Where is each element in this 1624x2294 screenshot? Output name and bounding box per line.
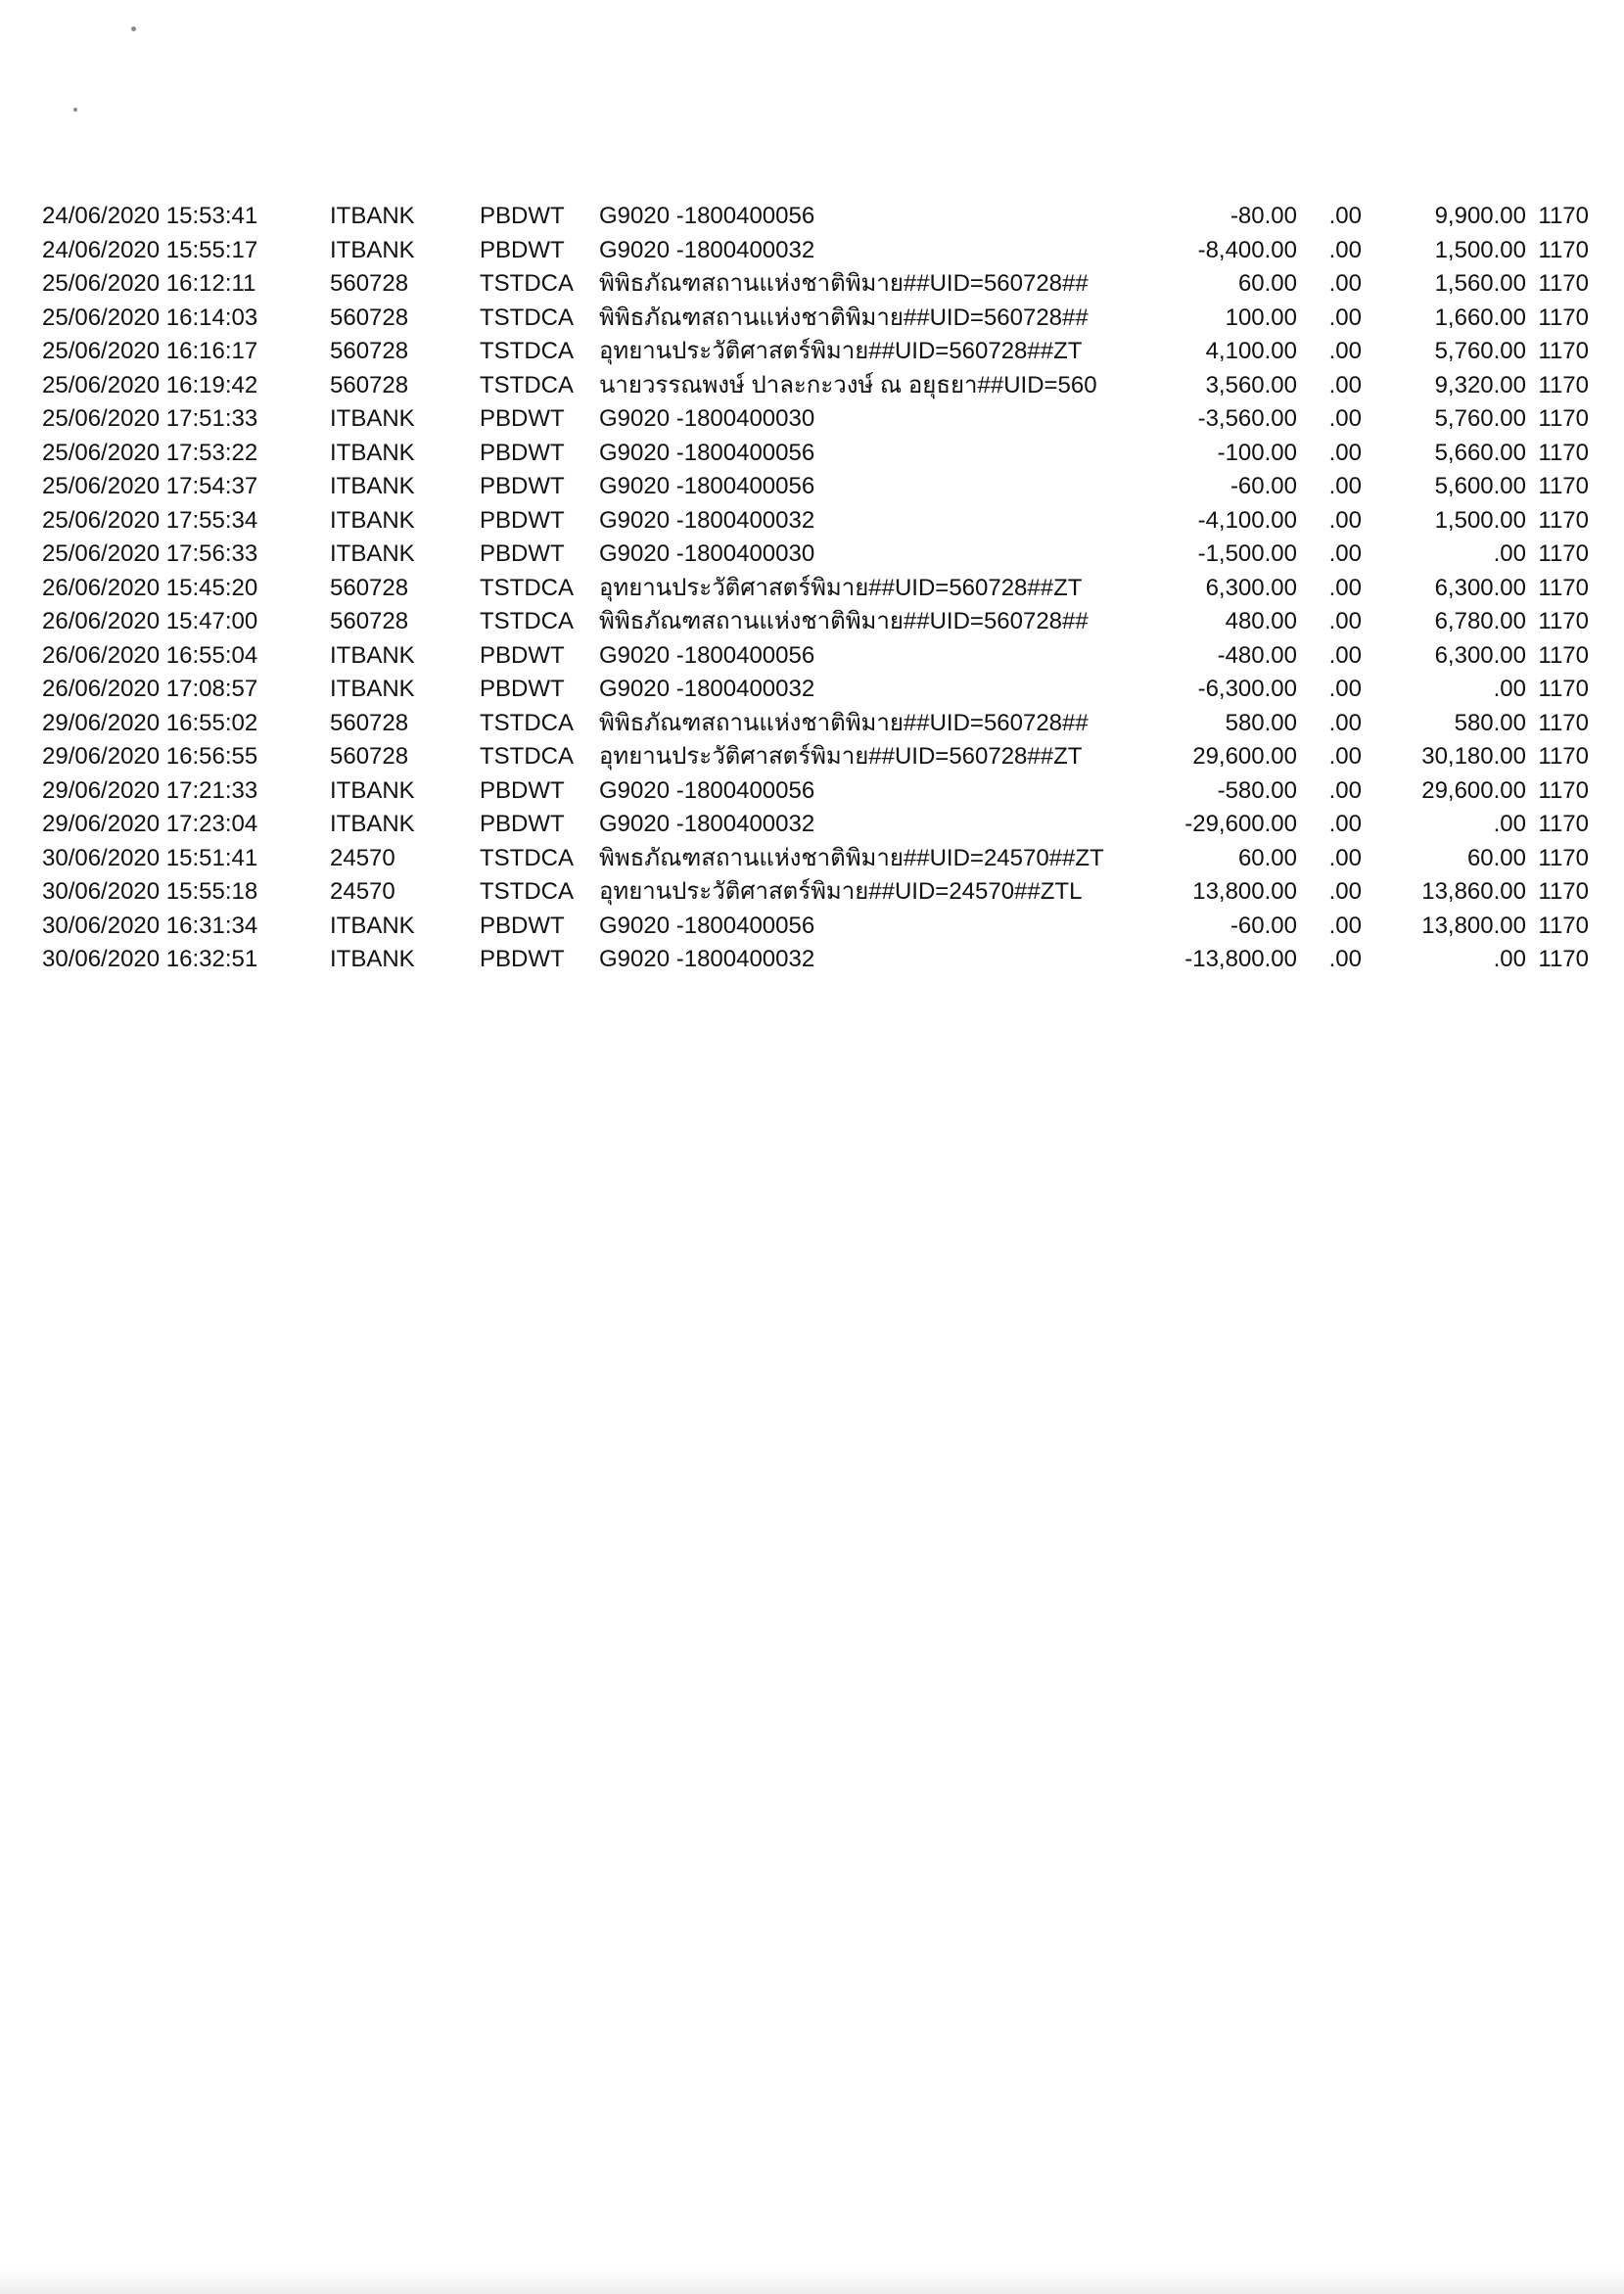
row-type: PBDWT <box>480 439 565 466</box>
transaction-row <box>42 437 1589 471</box>
row-fee: .00 <box>1328 811 1362 837</box>
row-fee: .00 <box>1328 473 1362 499</box>
row-balance: 60.00 <box>1466 844 1526 871</box>
row-user: ITBANK <box>330 203 415 229</box>
row-amount: -1,500.00 <box>1197 540 1297 567</box>
row-type: PBDWT <box>480 912 565 939</box>
row-datetime: 25/06/2020 17:51:33 <box>42 405 258 432</box>
row-description: G9020 -1800400056 <box>599 776 815 804</box>
scan-speck <box>73 108 77 112</box>
row-type: PBDWT <box>480 641 565 669</box>
row-datetime: 24/06/2020 15:53:41 <box>42 203 258 229</box>
row-type: PBDWT <box>480 506 565 534</box>
row-branch: 1170 <box>1538 844 1589 871</box>
row-datetime: 26/06/2020 15:47:00 <box>42 608 258 634</box>
row-balance: 5,600.00 <box>1434 473 1526 499</box>
row-description: G9020 -1800400056 <box>599 203 815 229</box>
row-balance: 9,320.00 <box>1434 371 1526 398</box>
row-branch: 1170 <box>1538 540 1589 567</box>
row-user: ITBANK <box>330 540 415 567</box>
row-type: PBDWT <box>480 540 565 567</box>
row-datetime: 26/06/2020 15:45:20 <box>42 574 258 601</box>
row-type: PBDWT <box>480 946 565 972</box>
row-datetime: 26/06/2020 16:55:04 <box>42 641 258 669</box>
row-fee: .00 <box>1328 743 1362 770</box>
row-amount: -100.00 <box>1217 439 1297 466</box>
row-amount: -3,560.00 <box>1197 405 1297 432</box>
row-fee: .00 <box>1328 304 1362 331</box>
row-balance: 6,780.00 <box>1434 608 1526 634</box>
row-type: PBDWT <box>480 676 565 702</box>
row-datetime: 25/06/2020 16:12:11 <box>42 270 256 297</box>
transaction-row <box>42 234 1589 268</box>
row-description: อุทยานประวัติศาสตร์พิมาย##UID=560728##ZT <box>599 338 1083 364</box>
row-fee: .00 <box>1328 371 1362 398</box>
row-branch: 1170 <box>1538 946 1589 972</box>
transaction-row <box>42 504 1589 538</box>
row-type: TSTDCA <box>480 608 574 634</box>
row-user: 560728 <box>330 709 409 736</box>
row-type: TSTDCA <box>480 304 574 331</box>
row-datetime: 24/06/2020 15:55:17 <box>42 236 258 263</box>
row-fee: .00 <box>1328 405 1362 432</box>
transaction-row <box>42 335 1589 369</box>
row-balance: 1,500.00 <box>1434 236 1526 263</box>
row-balance: .00 <box>1493 811 1526 837</box>
row-balance: 580.00 <box>1454 709 1526 736</box>
transaction-row <box>42 875 1589 910</box>
row-type: TSTDCA <box>480 371 574 398</box>
transaction-row <box>42 943 1589 977</box>
row-branch: 1170 <box>1538 439 1589 466</box>
row-branch: 1170 <box>1538 236 1589 263</box>
row-fee: .00 <box>1328 641 1362 669</box>
row-description: G9020 -1800400056 <box>599 641 815 669</box>
row-type: TSTDCA <box>480 878 574 905</box>
row-description: พิพิธภัณฑสถานแห่งชาติพิมาย##UID=560728## <box>599 709 1089 736</box>
transaction-row <box>42 267 1589 302</box>
row-description: G9020 -1800400030 <box>599 540 815 567</box>
row-fee: .00 <box>1328 676 1362 702</box>
row-balance: 1,560.00 <box>1434 270 1526 297</box>
transaction-row <box>42 910 1589 944</box>
row-type: PBDWT <box>480 776 565 804</box>
row-user: 24570 <box>330 878 395 905</box>
row-type: TSTDCA <box>480 743 574 770</box>
row-balance: .00 <box>1493 540 1526 567</box>
row-user: ITBANK <box>330 405 415 432</box>
row-balance: 6,300.00 <box>1434 574 1526 601</box>
row-description: นายวรรณพงษ์ ปาละกะวงษ์ ณ อยุธยา##UID=560 <box>599 371 1097 398</box>
row-branch: 1170 <box>1538 641 1589 669</box>
row-user: 560728 <box>330 338 409 364</box>
transaction-row <box>42 774 1589 809</box>
row-branch: 1170 <box>1538 912 1589 939</box>
row-datetime: 30/06/2020 16:31:34 <box>42 912 258 939</box>
row-type: TSTDCA <box>480 709 574 736</box>
row-balance: 6,300.00 <box>1434 641 1526 669</box>
row-description: G9020 -1800400056 <box>599 439 815 466</box>
row-description: G9020 -1800400032 <box>599 236 815 263</box>
row-description: พิพิธภัณฑสถานแห่งชาติพิมาย##UID=560728## <box>599 304 1089 331</box>
row-branch: 1170 <box>1538 776 1589 804</box>
row-description: อุทยานประวัติศาสตร์พิมาย##UID=24570##ZTL <box>599 878 1083 905</box>
row-user: ITBANK <box>330 641 415 669</box>
row-datetime: 29/06/2020 16:56:55 <box>42 743 258 770</box>
row-balance: 1,660.00 <box>1434 304 1526 331</box>
row-user: ITBANK <box>330 473 415 499</box>
row-datetime: 30/06/2020 15:55:18 <box>42 878 258 905</box>
row-description: อุทยานประวัติศาสตร์พิมาย##UID=560728##ZT <box>599 743 1083 770</box>
transaction-row <box>42 707 1589 741</box>
row-datetime: 29/06/2020 17:23:04 <box>42 811 258 837</box>
transaction-row <box>42 538 1589 572</box>
row-description: G9020 -1800400032 <box>599 676 815 702</box>
row-balance: 13,800.00 <box>1421 912 1526 939</box>
row-type: TSTDCA <box>480 844 574 871</box>
row-user: 560728 <box>330 304 409 331</box>
row-datetime: 25/06/2020 16:19:42 <box>42 371 258 398</box>
row-description: G9020 -1800400056 <box>599 473 815 499</box>
row-amount: 29,600.00 <box>1192 743 1297 770</box>
row-datetime: 25/06/2020 16:14:03 <box>42 304 258 331</box>
row-branch: 1170 <box>1538 405 1589 432</box>
transaction-row <box>42 639 1589 674</box>
row-amount: 6,300.00 <box>1205 574 1297 601</box>
transaction-row <box>42 808 1589 842</box>
row-branch: 1170 <box>1538 304 1589 331</box>
transaction-row <box>42 740 1589 774</box>
row-fee: .00 <box>1328 506 1362 534</box>
row-description: G9020 -1800400032 <box>599 946 815 972</box>
row-user: ITBANK <box>330 506 415 534</box>
row-balance: 1,500.00 <box>1434 506 1526 534</box>
row-branch: 1170 <box>1538 743 1589 770</box>
row-user: 560728 <box>330 608 409 634</box>
row-description: พิพิธภัณฑสถานแห่งชาติพิมาย##UID=560728## <box>599 608 1089 634</box>
row-fee: .00 <box>1328 608 1362 634</box>
row-datetime: 25/06/2020 17:53:22 <box>42 439 258 466</box>
row-type: PBDWT <box>480 473 565 499</box>
row-branch: 1170 <box>1538 574 1589 601</box>
row-amount: 580.00 <box>1225 709 1297 736</box>
transaction-row <box>42 605 1589 639</box>
row-datetime: 30/06/2020 16:32:51 <box>42 946 258 972</box>
row-balance: 29,600.00 <box>1421 776 1526 804</box>
row-balance: 5,760.00 <box>1434 338 1526 364</box>
transaction-row <box>42 470 1589 504</box>
row-description: G9020 -1800400032 <box>599 506 815 534</box>
row-amount: -4,100.00 <box>1197 506 1297 534</box>
scan-bottom-edge <box>0 2270 1624 2294</box>
row-type: TSTDCA <box>480 270 574 297</box>
row-amount: -480.00 <box>1217 641 1297 669</box>
row-balance: 30,180.00 <box>1421 743 1526 770</box>
row-branch: 1170 <box>1538 878 1589 905</box>
row-fee: .00 <box>1328 776 1362 804</box>
row-user: ITBANK <box>330 811 415 837</box>
row-user: ITBANK <box>330 236 415 263</box>
row-balance: 13,860.00 <box>1421 878 1526 905</box>
row-user: ITBANK <box>330 776 415 804</box>
row-fee: .00 <box>1328 912 1362 939</box>
row-branch: 1170 <box>1538 473 1589 499</box>
row-datetime: 30/06/2020 15:51:41 <box>42 844 258 871</box>
row-balance: 9,900.00 <box>1434 203 1526 229</box>
row-fee: .00 <box>1328 338 1362 364</box>
row-description: อุทยานประวัติศาสตร์พิมาย##UID=560728##ZT <box>599 574 1083 601</box>
transaction-row <box>42 200 1589 234</box>
row-type: PBDWT <box>480 203 565 229</box>
row-user: 24570 <box>330 844 395 871</box>
row-user: 560728 <box>330 371 409 398</box>
row-user: ITBANK <box>330 912 415 939</box>
row-description: G9020 -1800400032 <box>599 811 815 837</box>
row-fee: .00 <box>1328 203 1362 229</box>
row-amount: 480.00 <box>1225 608 1297 634</box>
row-amount: -6,300.00 <box>1197 676 1297 702</box>
row-datetime: 25/06/2020 17:54:37 <box>42 473 258 499</box>
row-fee: .00 <box>1328 439 1362 466</box>
row-amount: 60.00 <box>1237 270 1297 297</box>
row-amount: -60.00 <box>1230 473 1297 499</box>
row-type: PBDWT <box>480 405 565 432</box>
row-fee: .00 <box>1328 844 1362 871</box>
transaction-row <box>42 302 1589 336</box>
row-branch: 1170 <box>1538 371 1589 398</box>
row-description: พิพิธภัณฑสถานแห่งชาติพิมาย##UID=560728## <box>599 270 1089 297</box>
transaction-row <box>42 842 1589 876</box>
row-user: 560728 <box>330 743 409 770</box>
row-fee: .00 <box>1328 709 1362 736</box>
row-branch: 1170 <box>1538 608 1589 634</box>
row-description: พิพธภัณฑสถานแห่งชาติพิมาย##UID=24570##ZT <box>599 844 1104 871</box>
row-amount: -580.00 <box>1217 776 1297 804</box>
row-amount: 13,800.00 <box>1192 878 1297 905</box>
row-amount: -13,800.00 <box>1184 946 1297 972</box>
row-datetime: 26/06/2020 17:08:57 <box>42 676 258 702</box>
row-datetime: 29/06/2020 17:21:33 <box>42 776 258 804</box>
row-fee: .00 <box>1328 236 1362 263</box>
row-user: 560728 <box>330 574 409 601</box>
row-type: TSTDCA <box>480 338 574 364</box>
row-amount: 3,560.00 <box>1205 371 1297 398</box>
transaction-row <box>42 402 1589 437</box>
row-balance: .00 <box>1493 946 1526 972</box>
row-datetime: 29/06/2020 16:55:02 <box>42 709 258 736</box>
row-datetime: 25/06/2020 17:55:34 <box>42 506 258 534</box>
transaction-ledger <box>42 200 1589 977</box>
row-branch: 1170 <box>1538 676 1589 702</box>
row-balance: 5,660.00 <box>1434 439 1526 466</box>
row-amount: -29,600.00 <box>1184 811 1297 837</box>
row-amount: -80.00 <box>1230 203 1297 229</box>
row-amount: 60.00 <box>1237 844 1297 871</box>
row-fee: .00 <box>1328 574 1362 601</box>
row-branch: 1170 <box>1538 709 1589 736</box>
row-balance: 5,760.00 <box>1434 405 1526 432</box>
row-fee: .00 <box>1328 878 1362 905</box>
row-amount: 4,100.00 <box>1205 338 1297 364</box>
row-datetime: 25/06/2020 17:56:33 <box>42 540 258 567</box>
row-datetime: 25/06/2020 16:16:17 <box>42 338 258 364</box>
row-branch: 1170 <box>1538 811 1589 837</box>
row-balance: .00 <box>1493 676 1526 702</box>
row-user: ITBANK <box>330 676 415 702</box>
row-type: PBDWT <box>480 811 565 837</box>
transaction-row <box>42 673 1589 707</box>
row-amount: -8,400.00 <box>1197 236 1297 263</box>
row-fee: .00 <box>1328 540 1362 567</box>
row-amount: 100.00 <box>1225 304 1297 331</box>
row-fee: .00 <box>1328 270 1362 297</box>
row-branch: 1170 <box>1538 506 1589 534</box>
row-type: PBDWT <box>480 236 565 263</box>
row-description: G9020 -1800400056 <box>599 912 815 939</box>
row-fee: .00 <box>1328 946 1362 972</box>
transaction-row <box>42 572 1589 606</box>
row-branch: 1170 <box>1538 203 1589 229</box>
row-type: TSTDCA <box>480 574 574 601</box>
row-user: 560728 <box>330 270 409 297</box>
row-user: ITBANK <box>330 946 415 972</box>
transaction-row <box>42 369 1589 403</box>
row-user: ITBANK <box>330 439 415 466</box>
row-description: G9020 -1800400030 <box>599 405 815 432</box>
row-branch: 1170 <box>1538 270 1589 297</box>
row-branch: 1170 <box>1538 338 1589 364</box>
row-amount: -60.00 <box>1230 912 1297 939</box>
scan-speck <box>131 26 136 31</box>
